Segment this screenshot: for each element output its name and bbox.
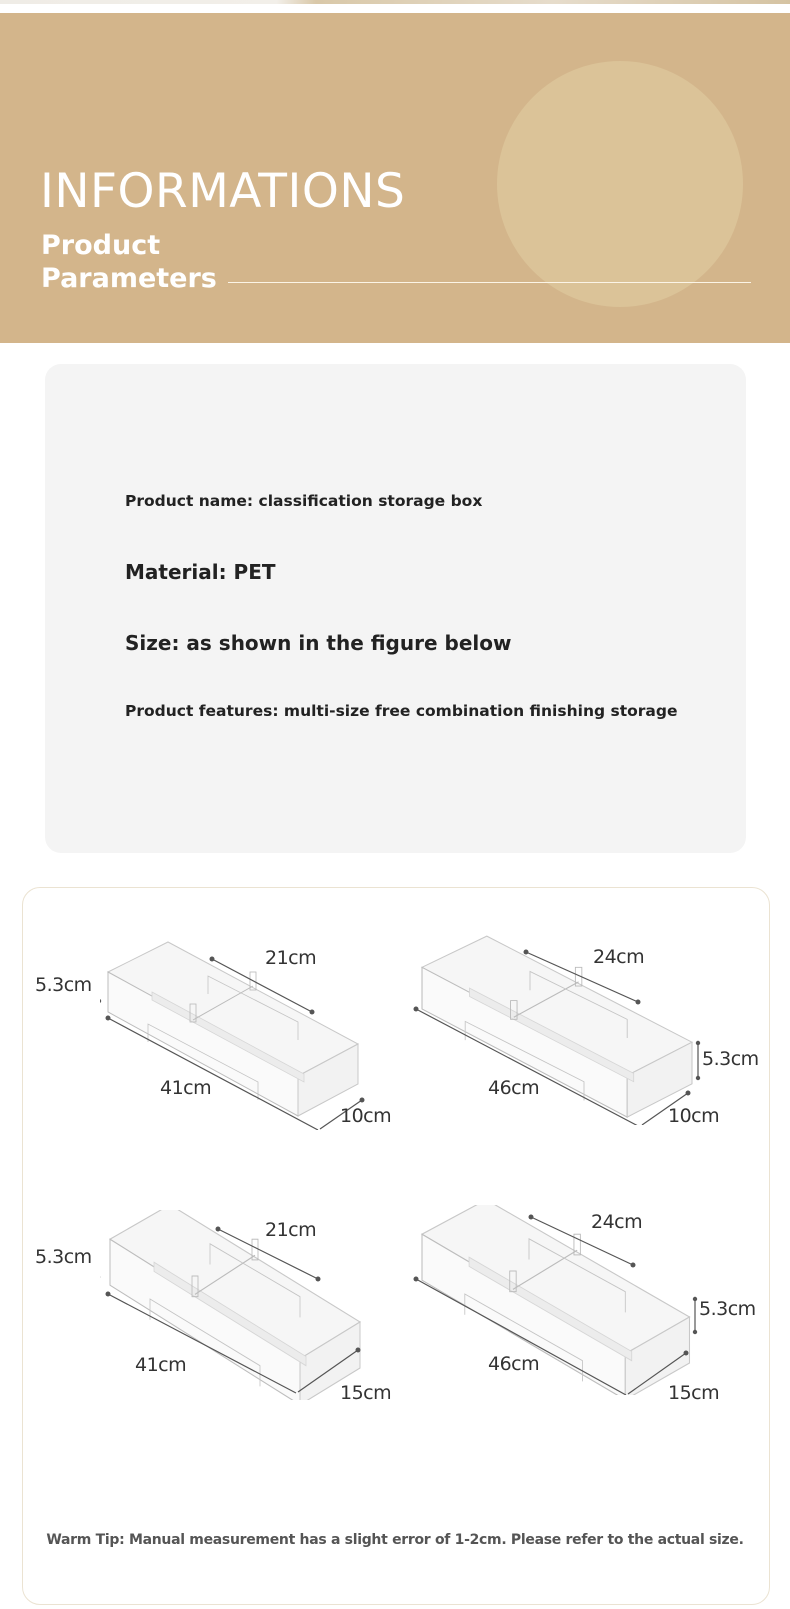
warm-tip: Warm Tip: Manual measurement has a slight error of 1-2cm. Please refer to the actual size. (46, 1532, 744, 1548)
height-4: 5.3cm (699, 1298, 756, 1320)
divider-length-2: 24cm (593, 946, 645, 968)
parameters-card (45, 364, 746, 853)
box-diagram-2 (410, 935, 710, 1125)
page-title: INFORMATIONS (40, 164, 406, 219)
width-3: 15cm (340, 1382, 392, 1404)
top-image-strip (0, 0, 790, 4)
length-2: 46cm (488, 1077, 540, 1099)
product-size: Size: as shown in the figure below (125, 631, 512, 655)
length-3: 41cm (135, 1354, 187, 1376)
box-diagram-1 (100, 940, 400, 1130)
box-diagram-4 (410, 1205, 710, 1395)
width-1: 10cm (340, 1105, 392, 1127)
divider-length-3: 21cm (265, 1219, 317, 1241)
height-3: 5.3cm (35, 1246, 92, 1268)
divider-line (228, 282, 751, 283)
width-2: 10cm (668, 1105, 720, 1127)
product-name: Product name: classification storage box (125, 492, 483, 510)
width-4: 15cm (668, 1382, 720, 1404)
height-1: 5.3cm (35, 974, 92, 996)
length-1: 41cm (160, 1077, 212, 1099)
page-subtitle (41, 229, 217, 295)
hero-banner (0, 13, 790, 343)
divider-length-4: 24cm (591, 1211, 643, 1233)
decorative-circle (497, 61, 743, 307)
product-features: Product features: multi-size free combination finishing storage (125, 702, 678, 720)
length-4: 46cm (488, 1353, 540, 1375)
subtitle-line-1: Product (41, 230, 161, 261)
subtitle-line-2: Parameters (41, 263, 217, 294)
height-2: 5.3cm (702, 1048, 759, 1070)
divider-length-1: 21cm (265, 947, 317, 969)
product-material: Material: PET (125, 560, 276, 584)
